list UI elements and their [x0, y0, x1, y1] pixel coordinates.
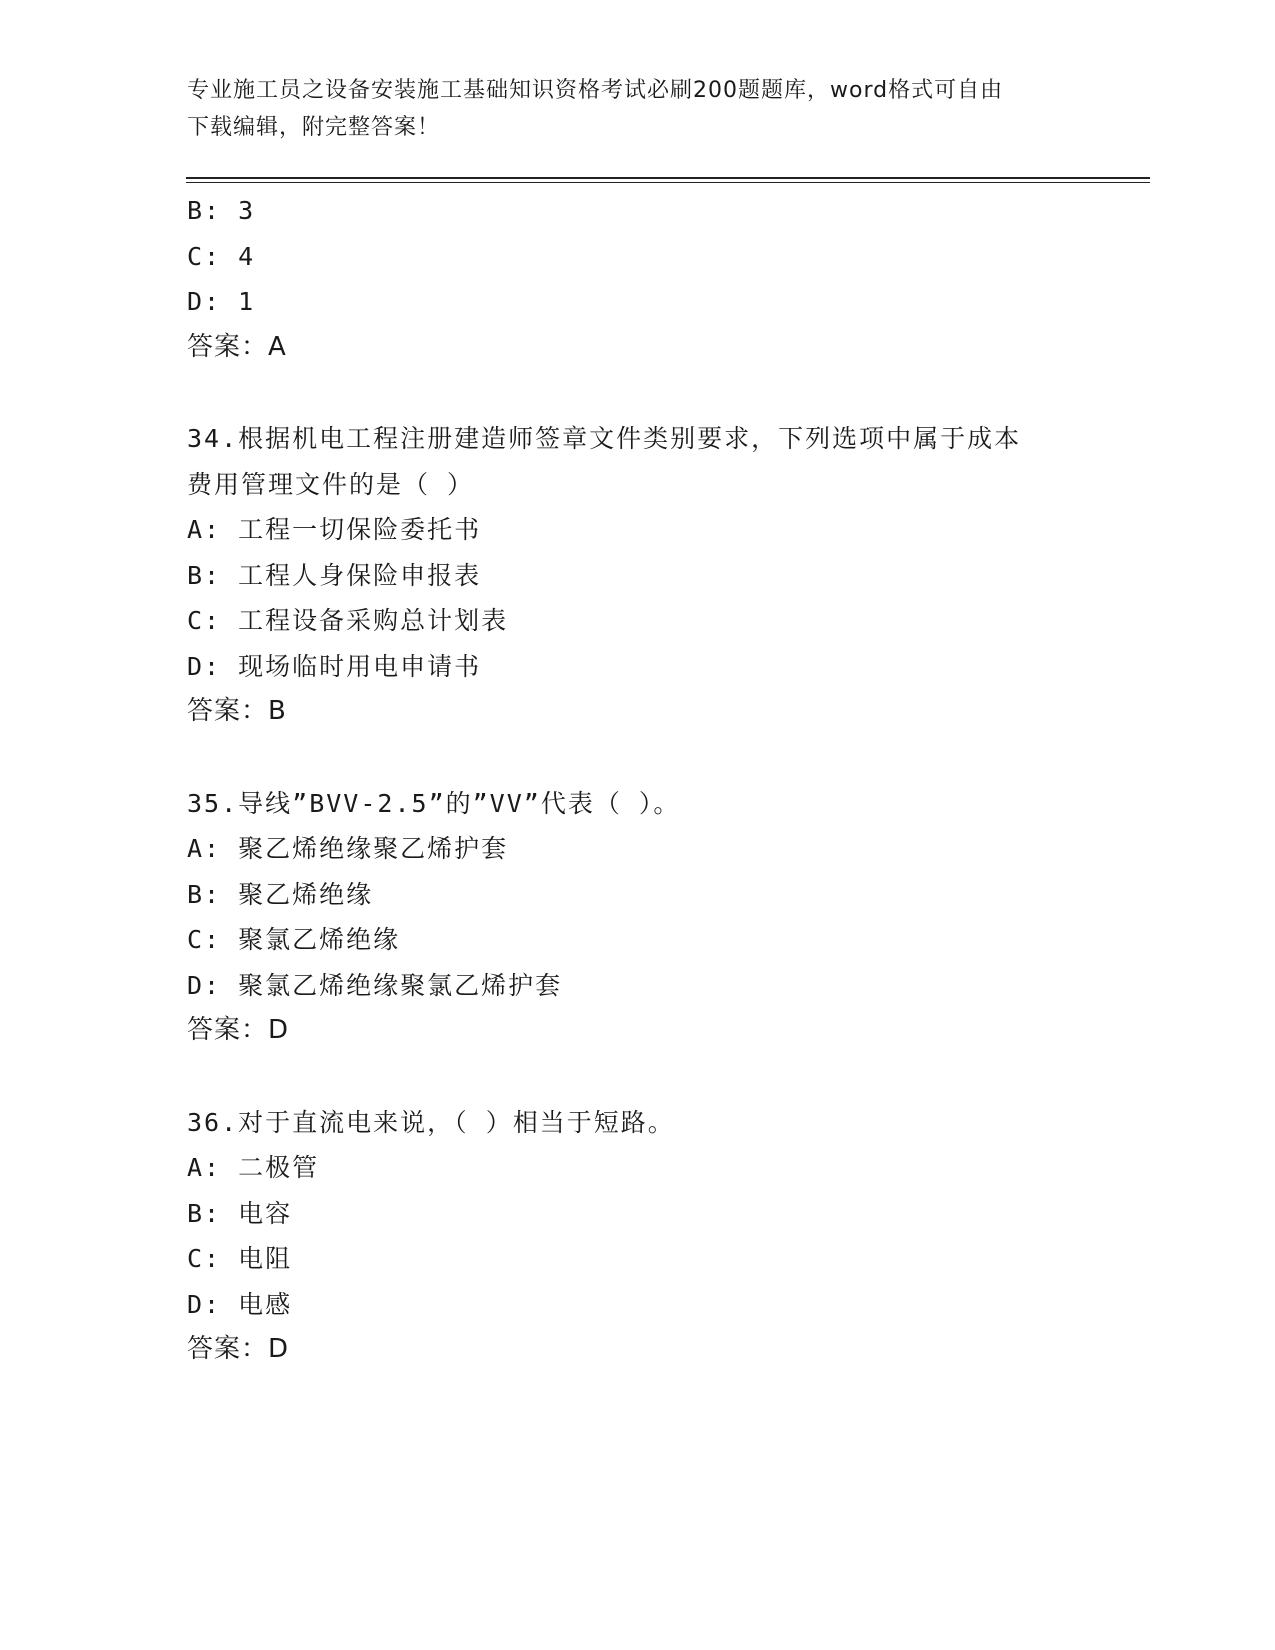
option-c: C: 电阻	[187, 1244, 293, 1273]
question-stem: 35.导线”BVV-2.5”的”VV”代表（ ）。	[187, 788, 681, 818]
option-c: C: 4	[187, 241, 256, 271]
answer-line: 答案：B	[187, 696, 287, 726]
header-divider-thick	[186, 177, 1150, 179]
option-a: A: 工程一切保险委托书	[187, 515, 482, 544]
option-d: D: 电感	[187, 1289, 293, 1319]
document-header	[187, 72, 1067, 146]
option-d: D: 聚氯乙烯绝缘聚氯乙烯护套	[187, 970, 563, 1000]
header-divider-thin	[186, 182, 1150, 183]
option-b: B: 电容	[187, 1198, 293, 1228]
option-d: D: 现场临时用电申请书	[187, 651, 482, 681]
answer-line: 答案：D	[187, 1015, 290, 1045]
header-line-2: 下载编辑，附完整答案！	[187, 115, 441, 140]
question-36	[187, 1100, 1087, 1373]
question-stem-continued: 费用管理文件的是（ ）	[187, 469, 475, 499]
question-33-continued	[187, 188, 1087, 370]
spacer	[187, 735, 1087, 781]
answer-line: 答案：A	[187, 331, 287, 362]
question-35	[187, 781, 1087, 1054]
question-34	[187, 416, 1087, 735]
document-body	[187, 188, 1087, 1373]
spacer	[187, 1054, 1087, 1100]
option-d: D: 1	[187, 287, 256, 316]
option-c: C: 聚氯乙烯绝缘	[187, 925, 401, 954]
option-a: A: 二极管	[187, 1153, 320, 1182]
header-line-1: 专业施工员之设备安装施工基础知识资格考试必刷200题题库，word格式可自由	[187, 78, 1004, 103]
option-b: B: 3	[187, 196, 256, 225]
question-stem: 34.根据机电工程注册建造师签章文件类别要求，下列选项中属于成本	[187, 424, 1022, 453]
option-b: B: 工程人身保险申报表	[187, 560, 482, 590]
option-c: C: 工程设备采购总计划表	[187, 606, 509, 635]
spacer	[187, 370, 1087, 416]
question-stem: 36.对于直流电来说，（ ）相当于短路。	[187, 1107, 675, 1137]
option-a: A: 聚乙烯绝缘聚乙烯护套	[187, 834, 509, 863]
answer-line: 答案：D	[187, 1334, 290, 1364]
option-b: B: 聚乙烯绝缘	[187, 879, 374, 909]
